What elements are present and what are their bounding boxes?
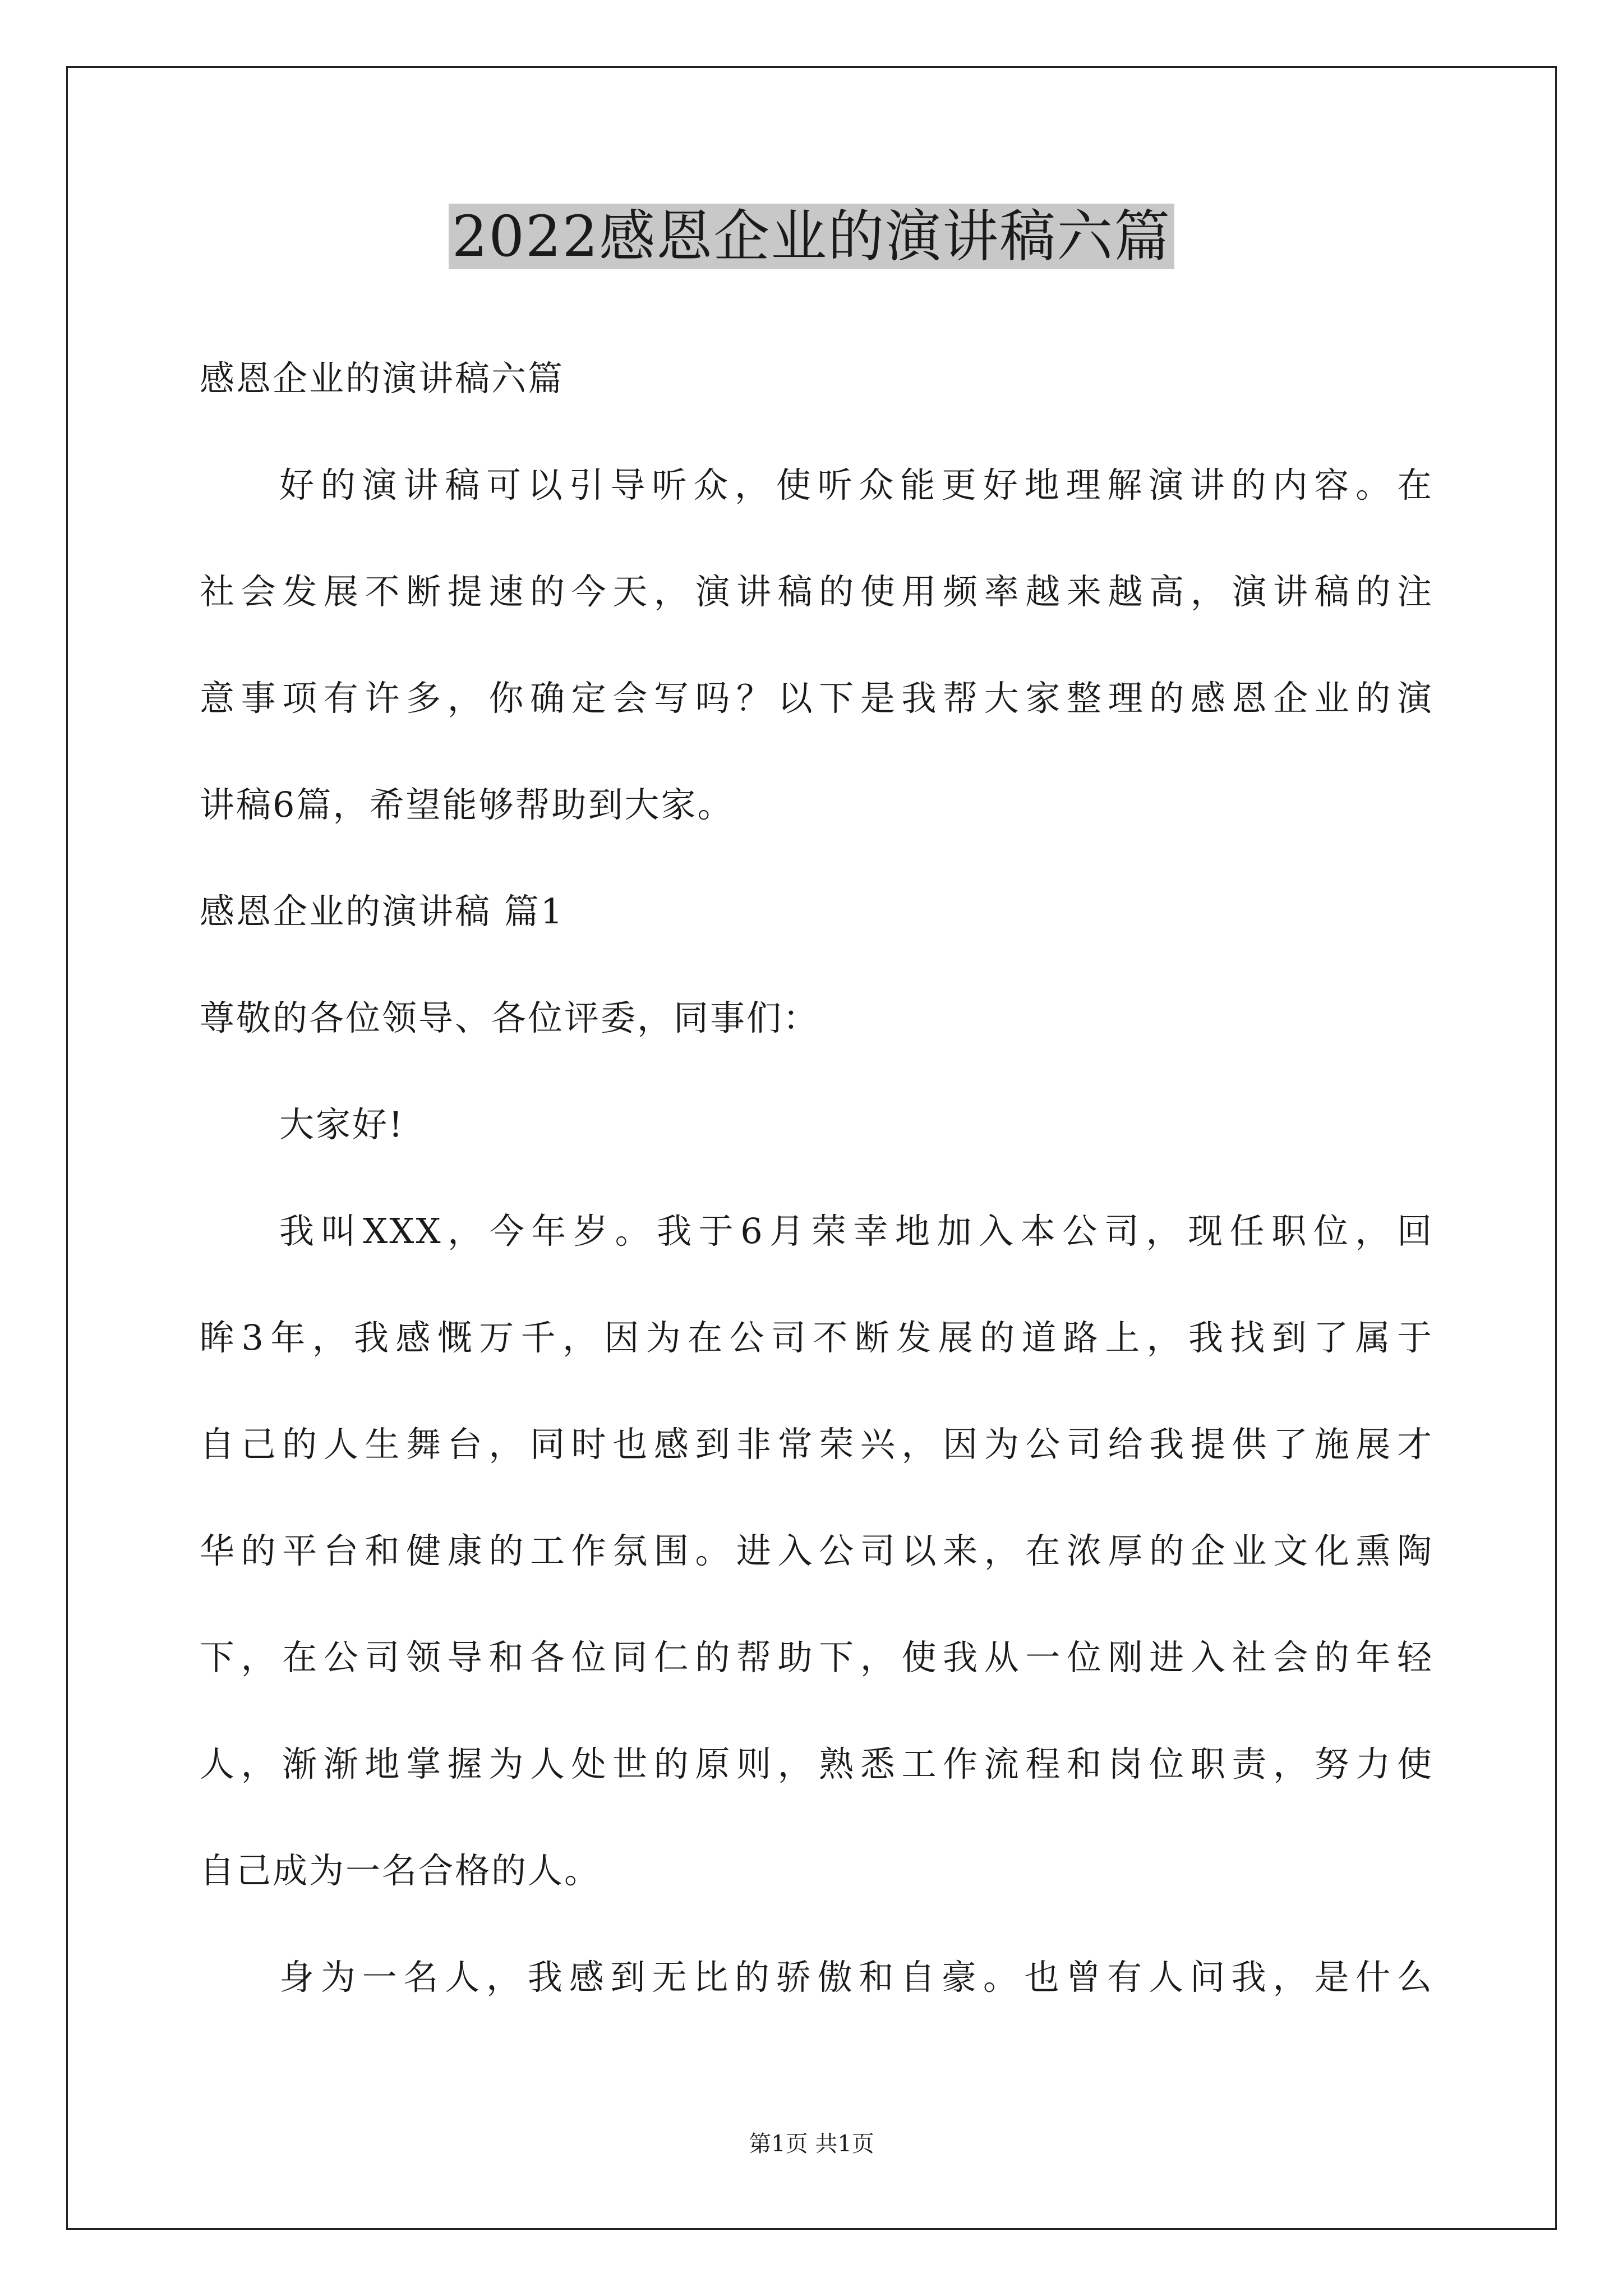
body-line: 好的演讲稿可以引导听众，使听众能更好地理解演讲的内容。在 (279, 464, 1433, 505)
body-line: 下，在公司领导和各位同仁的帮助下，使我从一位刚进入社会的年轻 (200, 1637, 1433, 1678)
section-heading: 感恩企业的演讲稿 篇1 (200, 891, 565, 932)
salutation: 尊敬的各位领导、各位评委，同事们： (200, 997, 820, 1038)
body-line: 讲稿6篇，希望能够帮助到大家。 (200, 784, 734, 825)
body-line: 意事项有许多，你确定会写吗？以下是我帮大家整理的感恩企业的演 (200, 678, 1433, 719)
body-line-heading: 感恩企业的演讲稿六篇 (200, 358, 565, 399)
body-line: 我叫XXX，今年岁。我于6月荣幸地加入本公司，现任职位，回 (279, 1211, 1433, 1251)
body-line: 眸3年，我感慨万千，因为在公司不断发展的道路上，我找到了属于 (200, 1317, 1433, 1358)
body-line: 自己成为一名合格的人。 (200, 1850, 601, 1891)
body-line: 身为一名人，我感到无比的骄傲和自豪。也曾有人问我，是什么 (279, 1957, 1433, 1998)
greeting: 大家好! (279, 1104, 404, 1145)
page-footer: 第1页 共1页 (749, 2131, 874, 2157)
body-line: 自己的人生舞台，同时也感到非常荣兴，因为公司给我提供了施展才 (200, 1424, 1433, 1465)
document-title-text: 2022感恩企业的演讲稿六篇 (449, 204, 1175, 269)
body-line: 社会发展不断提速的今天，演讲稿的使用频率越来越高，演讲稿的注 (200, 571, 1433, 612)
document-title (0, 197, 1623, 276)
body-line: 人，渐渐地掌握为人处世的原则，熟悉工作流程和岗位职责，努力使 (200, 1743, 1433, 1784)
body-line: 华的平台和健康的工作氛围。进入公司以来，在浓厚的企业文化熏陶 (200, 1530, 1433, 1571)
